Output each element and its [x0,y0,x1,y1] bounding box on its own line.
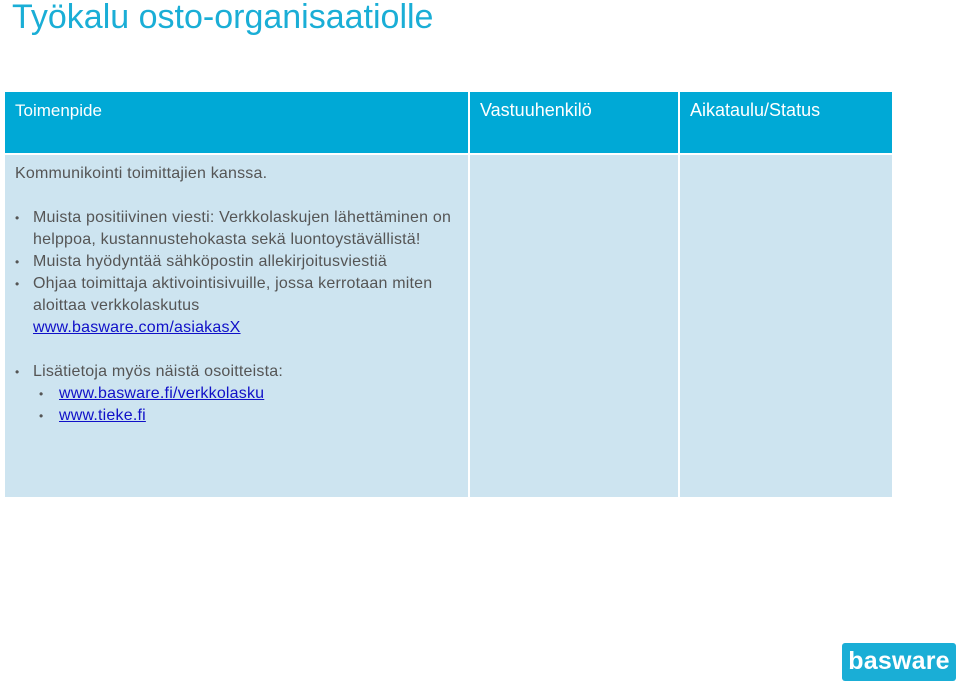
header-label: Aikataulu/Status [690,100,821,120]
header-toimenpide [5,92,468,153]
logo-text: basware [848,647,950,675]
list-item: • Muista hyödyntää sähköpostin allekirjoitusviestiä [15,251,460,273]
more-info-list [15,361,460,427]
intro-text: Kommunikointi toimittajien kanssa. [15,165,268,182]
bullet-list [15,207,460,339]
more-info-text: Lisätietoja myös näistä osoitteista: [33,363,283,380]
header-aikataulu [680,92,892,153]
page-title: Työkalu osto-organisaatiolle [12,0,434,36]
list-item: • Muista positiivinen viesti: Verkkolaskujen lähettäminen on helppoa, kustannustehokasta sekä luontoystävällistä! [15,207,460,251]
cell-content [15,163,460,427]
list-item [15,405,460,427]
cell-vastuuhenkilo [470,155,678,497]
cell-aikataulu [680,155,892,497]
link-asiakas[interactable]: www.basware.com/asiakasX [33,319,241,336]
header-vastuuhenkilo [470,92,678,153]
header-label: Toimenpide [15,101,102,120]
link-tieke[interactable]: www.tieke.fi [59,407,146,424]
basware-logo [842,643,956,681]
link-list [33,383,460,427]
list-item [15,273,460,339]
header-label: Vastuuhenkilö [480,100,592,120]
action-table [5,92,892,497]
cell-toimenpide [5,155,468,497]
list-item-text: Ohjaa toimittaja aktivointisivuille, jossa kerrotaan miten aloittaa verkkolaskutus [33,275,433,314]
link-verkkolasku[interactable]: www.basware.fi/verkkolasku [59,385,265,402]
list-item [15,361,460,427]
list-item [15,383,460,405]
